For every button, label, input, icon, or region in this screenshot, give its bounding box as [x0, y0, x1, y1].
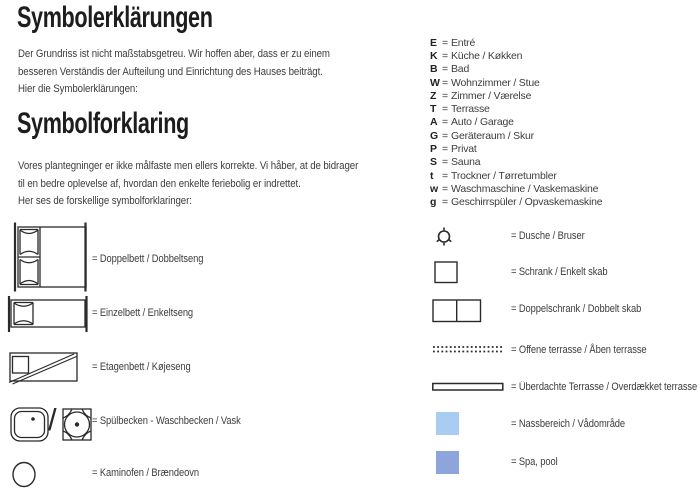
abbr-key: E: [430, 36, 437, 49]
abbr-value: Geschirrspüler / Opvaskemaskine: [451, 196, 603, 209]
sink-label: = Spülbecken - Waschbecken / Vask: [92, 415, 241, 427]
sink-separator: /: [48, 402, 57, 437]
danish-intro-line: til en bedre oplevelse af, hvordan den enkelte feriebolig er indrettet.: [18, 177, 301, 190]
equals-sign: =: [442, 116, 448, 129]
abbr-value: Auto / Garage: [451, 116, 514, 129]
danish-title: Symbolforklaring: [17, 107, 189, 140]
shower-label: = Dusche / Bruser: [511, 230, 585, 242]
abbr-key: g: [430, 196, 437, 209]
german-intro-line: Der Grundriss ist nicht maßstabsgetreu. Wir hoffen aber, dass er zu einem: [18, 48, 330, 60]
spa-pool-swatch: [436, 451, 459, 474]
german-title: Symbolerklärungen: [17, 1, 213, 34]
equals-sign: =: [442, 156, 448, 169]
wet-area-color: [436, 412, 459, 435]
shower-icon: [431, 224, 457, 250]
abbr-value: Bad: [451, 63, 470, 76]
abbr-key: w: [430, 182, 438, 195]
abbreviation-row-A: [430, 116, 602, 129]
abbreviation-row-K: [430, 49, 602, 62]
single-bed-label: = Einzelbett / Enkeltseng: [92, 307, 194, 319]
single-closet-label: = Schrank / Enkelt skab: [511, 266, 608, 278]
double-closet-label: = Doppelschrank / Dobbelt skab: [511, 303, 642, 315]
equals-sign: =: [442, 89, 448, 102]
german-intro: [18, 46, 330, 99]
danish-intro-line: Her ses de forskellige symbolforklaringer:: [18, 195, 192, 207]
abbr-value: Sauna: [451, 156, 481, 169]
abbr-value: Entré: [451, 36, 476, 49]
abbreviation-row-T: [430, 102, 602, 115]
abbreviation-row-w: [430, 182, 602, 195]
abbr-key: S: [430, 156, 437, 169]
equals-sign: =: [442, 76, 448, 89]
abbreviation-row-W: [430, 76, 602, 89]
single-bed-icon: [6, 295, 90, 333]
danish-intro-line: Vores plantegninger er ikke målfaste men ellers korrekte. Vi håber, at de bidrager: [18, 160, 359, 172]
double-bed-label: = Doppelbett / Dobbeltseng: [92, 253, 204, 265]
spa-pool-label: = Spa, pool: [511, 456, 558, 468]
abbr-value: Privat: [451, 143, 477, 156]
single-closet-icon: [434, 261, 458, 284]
abbreviation-row-g: [430, 196, 602, 209]
abbr-key: K: [430, 49, 438, 62]
equals-sign: =: [442, 143, 448, 156]
abbr-value: Waschmaschine / Vaskemaskine: [451, 182, 599, 195]
abbreviation-row-t: [430, 169, 602, 182]
equals-sign: =: [442, 129, 448, 142]
spa-pool-color: [436, 451, 459, 474]
open-terrace-icon: [432, 345, 504, 354]
equals-sign: =: [442, 196, 448, 209]
bunk-bed-label: = Etagenbett / Køjeseng: [92, 361, 191, 373]
abbreviation-row-G: [430, 129, 602, 142]
abbr-key: T: [430, 103, 437, 116]
german-intro-line: Hier die Symbolerklärungen:: [18, 83, 138, 95]
wood-stove-icon: [11, 461, 39, 489]
danish-intro: [18, 158, 358, 211]
wet-area-label: = Nassbereich / Vådområde: [511, 418, 626, 430]
wood-stove-label: = Kaminofen / Brændeovn: [92, 467, 199, 479]
bunk-bed-icon: [8, 351, 80, 385]
abbr-value: Geräteraum / Skur: [451, 129, 534, 142]
abbr-key: P: [430, 143, 437, 156]
abbr-key: G: [430, 129, 438, 142]
equals-sign: =: [442, 63, 448, 76]
abbr-value: Trockner / Tørretumbler: [451, 169, 557, 182]
equals-sign: =: [442, 36, 448, 49]
equals-sign: =: [442, 182, 448, 195]
abbr-value: Küche / Køkken: [451, 49, 523, 62]
abbr-value: Zimmer / Værelse: [451, 89, 532, 102]
abbr-key: W: [430, 76, 440, 89]
abbreviation-row-B: [430, 63, 602, 76]
equals-sign: =: [442, 103, 448, 116]
equals-sign: =: [442, 169, 448, 182]
abbr-value: Wohnzimmer / Stue: [451, 76, 540, 89]
abbreviation-row-S: [430, 156, 602, 169]
abbr-key: Z: [430, 89, 437, 102]
open-terrace-label: = Offene terrasse / Åben terrasse: [511, 344, 647, 356]
double-closet-icon: [432, 299, 482, 323]
abbreviation-row-E: [430, 36, 602, 49]
abbr-key: A: [430, 116, 438, 129]
double-bed-icon: [13, 221, 89, 293]
abbr-key: B: [430, 63, 438, 76]
covered-terrace-icon: [432, 382, 504, 392]
wet-area-swatch: [436, 412, 459, 435]
abbr-value: Terrasse: [451, 103, 490, 116]
abbr-key: t: [430, 169, 434, 182]
abbreviation-list: [430, 36, 602, 209]
equals-sign: =: [442, 49, 448, 62]
abbreviation-row-P: [430, 142, 602, 155]
abbreviation-row-Z: [430, 89, 602, 102]
covered-terrace-label: = Überdachte Terrasse / Overdækket terrasse: [511, 381, 698, 393]
german-intro-line: besseren Verständis der Aufteilung und Einrichtung des Hauses beiträgt.: [18, 65, 323, 78]
